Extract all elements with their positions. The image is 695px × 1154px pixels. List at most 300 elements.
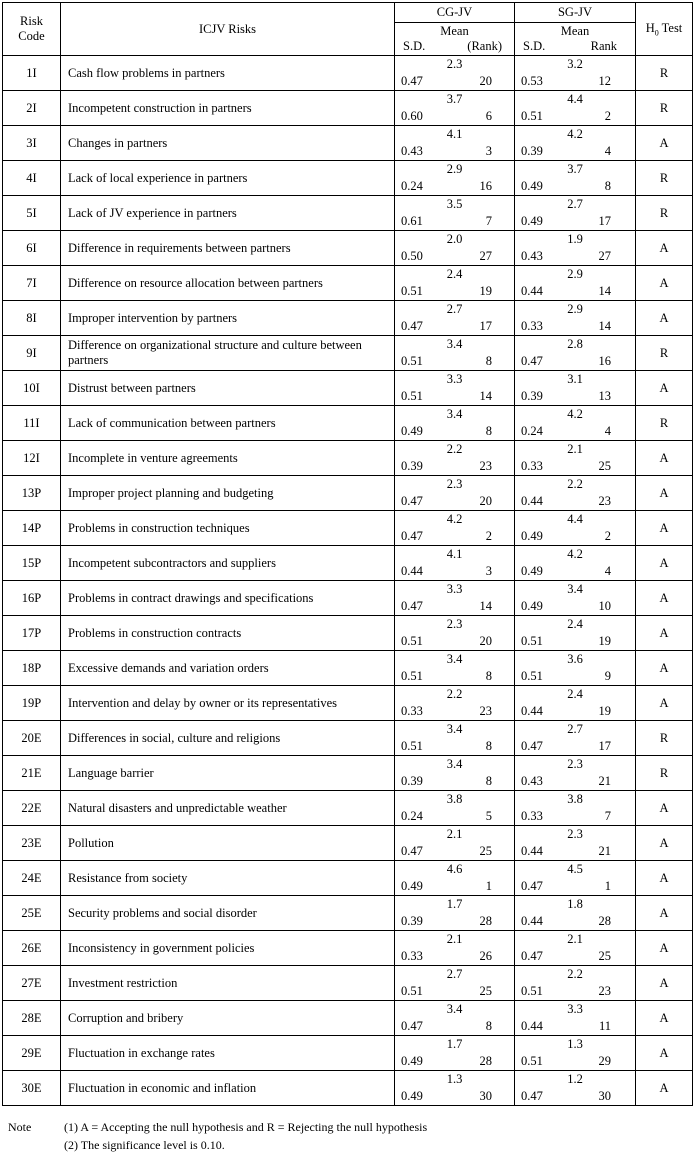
sg-mean: 1.9 [567,232,583,246]
cg-rank: 30 [479,1089,492,1103]
sg-rank: 12 [598,74,611,88]
table-row [3,826,693,861]
sg-jv-cell [515,651,636,686]
sg-sd: 0.47 [521,354,543,368]
note-label: Note [8,1120,32,1134]
cg-sd: 0.51 [401,389,423,403]
risk-code-cell: 21E [3,756,61,791]
cg-mean: 2.7 [446,967,463,981]
cg-sd: 0.51 [401,354,423,368]
sg-sd: 0.44 [521,844,543,858]
sg-sd: 0.44 [521,914,543,928]
cg-rank: 20 [479,634,492,648]
cg-jv-cell [395,966,515,1001]
sg-jv-cell [515,161,636,196]
sg-mean: 3.1 [567,372,583,386]
risk-code-cell: 24E [3,861,61,896]
risk-code-cell: 1I [3,56,61,91]
h0-test-cell: A [636,826,693,861]
risk-code-cell: 27E [3,966,61,1001]
risk-code-cell: 11I [3,406,61,441]
risk-name-cell: Difference in requirements between partners [61,231,395,266]
h0-test-cell: A [636,1001,693,1036]
risk-name-cell: Difference on resource allocation between partners [61,266,395,301]
sg-sd: 0.49 [521,179,543,193]
cg-rank: 20 [479,494,492,508]
risk-code-cell: 16P [3,581,61,616]
risk-name-cell: Lack of local experience in partners [61,161,395,196]
risk-name-cell: Lack of JV experience in partners [61,196,395,231]
table-row [3,336,693,371]
cg-rank: 14 [479,599,492,613]
table-row [3,511,693,546]
cg-mean: 1.3 [446,1072,463,1086]
sg-sd: 0.43 [521,774,543,788]
sg-rank: 25 [598,459,611,473]
table-row [3,266,693,301]
risk-code-cell: 5I [3,196,61,231]
table-row [3,371,693,406]
sg-rank: 7 [604,809,611,823]
cg-jv-cell [395,791,515,826]
sg-rank: 4 [604,424,611,438]
cg-rank: 8 [485,1019,492,1033]
sg-rank: 13 [598,389,611,403]
cg-mean: 2.3 [446,57,463,71]
table-row [3,791,693,826]
risk-code-cell: 4I [3,161,61,196]
table-row [3,301,693,336]
sg-jv-cell [515,476,636,511]
risk-name-cell: Improper intervention by partners [61,301,395,336]
cg-sd: 0.47 [401,494,423,508]
cg-jv-cell [395,406,515,441]
sg-rank: 11 [598,1019,611,1033]
sg-mean: 3.3 [567,1002,583,1016]
cg-rank: 5 [485,809,492,823]
risk-name-cell: Excessive demands and variation orders [61,651,395,686]
risk-code-cell: 20E [3,721,61,756]
cg-jv-cell [395,651,515,686]
cg-mean: 2.4 [446,267,463,281]
h0-test-cell: A [636,1036,693,1071]
sg-mean: 2.2 [567,967,583,981]
sg-rank: 1 [604,879,611,893]
cg-sd: 0.47 [401,529,423,543]
sg-sd: 0.51 [521,669,543,683]
cg-sd: 0.51 [401,284,423,298]
cg-jv-cell [395,441,515,476]
sg-sd: 0.51 [521,984,543,998]
sg-mean: 1.3 [567,1037,583,1051]
cg-jv-cell [395,511,515,546]
h0-test-cell: A [636,546,693,581]
table-row [3,686,693,721]
risk-name-cell: Problems in construction techniques [61,511,395,546]
sg-jv-cell [515,581,636,616]
sg-sd: 0.33 [521,809,543,823]
cg-sd: 0.47 [401,1019,423,1033]
table-row [3,616,693,651]
header-h0-main: H [645,20,655,35]
cg-mean: 1.7 [446,897,463,911]
h0-test-cell: R [636,406,693,441]
cg-mean: 2.9 [446,162,463,176]
cg-jv-cell [395,756,515,791]
h0-test-cell: A [636,371,693,406]
sg-sd: 0.47 [521,739,543,753]
h0-test-cell: A [636,1071,693,1106]
cg-sd: 0.61 [401,214,423,228]
header-risk-code [3,3,61,56]
sg-jv-cell [515,721,636,756]
cg-mean: 3.8 [446,792,463,806]
sg-sd: 0.47 [521,879,543,893]
risk-code-cell: 2I [3,91,61,126]
risk-code-cell: 13P [3,476,61,511]
cg-sd: 0.47 [401,599,423,613]
table-row [3,581,693,616]
sg-mean: 4.5 [567,862,583,876]
sg-rank: 2 [604,109,611,123]
sg-mean: 2.7 [567,197,583,211]
header-sg-stats [515,23,636,56]
sg-rank: 21 [598,774,611,788]
risk-code-cell: 19P [3,686,61,721]
cg-jv-cell [395,336,515,371]
table-row [3,546,693,581]
table-row [3,966,693,1001]
cg-sd: 0.51 [401,984,423,998]
sg-rank: 17 [598,214,611,228]
risk-name-cell: Incompetent construction in partners [61,91,395,126]
table-row [3,1071,693,1106]
h0-test-cell: A [636,791,693,826]
cg-jv-cell [395,721,515,756]
cg-jv-cell [395,126,515,161]
header-cg-jv: CG-JV [395,3,515,23]
h0-test-cell: A [636,266,693,301]
risk-code-cell: 9I [3,336,61,371]
cg-sd: 0.49 [401,879,423,893]
sg-sd: 0.24 [521,424,543,438]
sg-mean: 2.9 [567,302,583,316]
sg-jv-cell [515,336,636,371]
risk-name-cell: Lack of communication between partners [61,406,395,441]
header-sg-sd: S.D. [523,39,546,53]
cg-sd: 0.43 [401,144,423,158]
risk-name-cell: Corruption and bribery [61,1001,395,1036]
cg-rank: 8 [485,739,492,753]
table-row [3,231,693,266]
sg-sd: 0.47 [521,949,543,963]
cg-sd: 0.44 [401,564,423,578]
risk-code-cell: 18P [3,651,61,686]
cg-rank: 8 [485,354,492,368]
cg-mean: 4.1 [446,127,463,141]
risk-code-cell: 15P [3,546,61,581]
sg-rank: 4 [604,144,611,158]
cg-rank: 3 [485,144,492,158]
table-row [3,161,693,196]
sg-mean: 2.3 [567,827,583,841]
sg-mean: 1.8 [567,897,583,911]
sg-jv-cell [515,371,636,406]
risk-name-cell: Distrust between partners [61,371,395,406]
cg-rank: 7 [485,214,492,228]
table-row [3,56,693,91]
risk-code-cell: 23E [3,826,61,861]
sg-jv-cell [515,861,636,896]
sg-sd: 0.51 [521,109,543,123]
cg-mean: 2.2 [446,687,463,701]
cg-jv-cell [395,231,515,266]
cg-sd: 0.33 [401,704,423,718]
cg-jv-cell [395,161,515,196]
sg-mean: 2.8 [567,337,583,351]
cg-jv-cell [395,616,515,651]
cg-mean: 3.4 [446,722,463,736]
sg-jv-cell [515,301,636,336]
cg-sd: 0.49 [401,1089,423,1103]
cg-sd: 0.33 [401,949,423,963]
h0-test-cell: R [636,336,693,371]
sg-jv-cell [515,826,636,861]
sg-jv-cell [515,756,636,791]
cg-mean: 3.5 [446,197,463,211]
h0-test-cell: A [636,651,693,686]
sg-jv-cell [515,266,636,301]
sg-sd: 0.44 [521,1019,543,1033]
table-row [3,1036,693,1071]
cg-sd: 0.39 [401,459,423,473]
risk-code-cell: 6I [3,231,61,266]
sg-jv-cell [515,616,636,651]
sg-mean: 2.4 [567,687,583,701]
risk-code-cell: 3I [3,126,61,161]
cg-mean: 2.7 [446,302,463,316]
cg-jv-cell [395,266,515,301]
sg-jv-cell [515,406,636,441]
header-risk-code-line2: Code [18,29,45,43]
risk-name-cell: Changes in partners [61,126,395,161]
sg-rank: 10 [598,599,611,613]
risk-code-cell: 17P [3,616,61,651]
sg-jv-cell [515,126,636,161]
cg-sd: 0.60 [401,109,423,123]
cg-jv-cell [395,861,515,896]
sg-sd: 0.49 [521,599,543,613]
sg-sd: 0.49 [521,564,543,578]
sg-jv-cell [515,791,636,826]
sg-mean: 4.4 [567,92,583,106]
h0-test-cell: R [636,161,693,196]
header-cg-stats [395,23,515,56]
sg-mean: 3.2 [567,57,583,71]
sg-jv-cell [515,56,636,91]
sg-jv-cell [515,896,636,931]
sg-sd: 0.51 [521,1054,543,1068]
table-row [3,1001,693,1036]
cg-mean: 4.6 [446,862,463,876]
sg-jv-cell [515,1071,636,1106]
table-row [3,931,693,966]
sg-mean: 2.1 [567,442,583,456]
sg-rank: 27 [598,249,611,263]
sg-sd: 0.44 [521,494,543,508]
cg-rank: 26 [479,949,492,963]
sg-rank: 30 [598,1089,611,1103]
sg-mean: 1.2 [567,1072,583,1086]
sg-jv-cell [515,931,636,966]
sg-mean: 3.6 [567,652,583,666]
cg-jv-cell [395,91,515,126]
sg-rank: 19 [598,634,611,648]
sg-mean: 2.1 [567,932,583,946]
sg-jv-cell [515,686,636,721]
h0-test-cell: A [636,616,693,651]
header-sg-rank: Rank [590,39,617,53]
cg-sd: 0.47 [401,74,423,88]
h0-test-cell: A [636,931,693,966]
note-items [64,1118,427,1154]
cg-rank: 14 [479,389,492,403]
h0-test-cell: R [636,721,693,756]
sg-rank: 28 [598,914,611,928]
table-row [3,896,693,931]
risk-table [2,2,693,1106]
risk-code-cell: 26E [3,931,61,966]
risk-name-cell: Incomplete in venture agreements [61,441,395,476]
risk-name-cell: Natural disasters and unpredictable weather [61,791,395,826]
risk-code-cell: 12I [3,441,61,476]
risk-name-cell: Improper project planning and budgeting [61,476,395,511]
sg-mean: 4.2 [567,547,583,561]
cg-rank: 16 [479,179,492,193]
risk-name-cell: Pollution [61,826,395,861]
cg-rank: 20 [479,74,492,88]
note-item: (2) The significance level is 0.10. [64,1138,225,1152]
table-row [3,126,693,161]
h0-test-cell: A [636,511,693,546]
cg-mean: 3.4 [446,407,463,421]
sg-mean: 2.9 [567,267,583,281]
header-row-top [3,3,693,23]
cg-mean: 2.1 [446,932,463,946]
header-cg-mean: Mean [440,24,469,38]
sg-rank: 23 [598,984,611,998]
sg-jv-cell [515,511,636,546]
sg-sd: 0.33 [521,459,543,473]
h0-test-cell: R [636,91,693,126]
risk-name-cell: Security problems and social disorder [61,896,395,931]
risk-name-cell: Language barrier [61,756,395,791]
sg-mean: 4.2 [567,127,583,141]
h0-test-cell: R [636,196,693,231]
sg-mean: 4.2 [567,407,583,421]
cg-sd: 0.39 [401,914,423,928]
table-row [3,756,693,791]
risk-name-cell: Resistance from society [61,861,395,896]
risk-name-cell: Fluctuation in economic and inflation [61,1071,395,1106]
cg-mean: 2.0 [446,232,463,246]
cg-jv-cell [395,56,515,91]
cg-rank: 1 [485,879,492,893]
cg-jv-cell [395,826,515,861]
cg-mean: 3.4 [446,1002,463,1016]
sg-rank: 14 [598,319,611,333]
sg-sd: 0.33 [521,319,543,333]
sg-jv-cell [515,546,636,581]
cg-rank: 6 [485,109,492,123]
cg-sd: 0.24 [401,179,423,193]
cg-sd: 0.39 [401,774,423,788]
risk-name-cell: Inconsistency in government policies [61,931,395,966]
cg-rank: 25 [479,844,492,858]
cg-jv-cell [395,196,515,231]
table-row [3,406,693,441]
table-row [3,721,693,756]
sg-sd: 0.49 [521,214,543,228]
risk-code-cell: 14P [3,511,61,546]
sg-rank: 9 [604,669,611,683]
cg-jv-cell [395,931,515,966]
cg-mean: 4.1 [446,547,463,561]
header-cg-sd: S.D. [403,39,426,53]
header-risk-code-line1: Risk [20,14,43,28]
h0-test-cell: A [636,231,693,266]
risk-name-cell: Problems in contract drawings and specifications [61,581,395,616]
cg-jv-cell [395,581,515,616]
cg-mean: 2.3 [446,477,463,491]
cg-sd: 0.49 [401,424,423,438]
risk-name-cell: Fluctuation in exchange rates [61,1036,395,1071]
table-row [3,476,693,511]
cg-mean: 2.3 [446,617,463,631]
cg-sd: 0.51 [401,634,423,648]
sg-sd: 0.53 [521,74,543,88]
cg-sd: 0.51 [401,669,423,683]
risk-code-cell: 25E [3,896,61,931]
table-row [3,861,693,896]
risk-name-cell: Problems in construction contracts [61,616,395,651]
sg-jv-cell [515,966,636,1001]
cg-sd: 0.50 [401,249,423,263]
sg-jv-cell [515,1001,636,1036]
cg-sd: 0.47 [401,844,423,858]
cg-rank: 3 [485,564,492,578]
cg-jv-cell [395,371,515,406]
table-row [3,196,693,231]
risk-name-cell: Differences in social, culture and religions [61,721,395,756]
table-row [3,441,693,476]
cg-mean: 3.4 [446,757,463,771]
cg-rank: 2 [485,529,492,543]
sg-rank: 29 [598,1054,611,1068]
table-row [3,651,693,686]
cg-rank: 23 [479,704,492,718]
h0-test-cell: R [636,756,693,791]
h0-test-cell: A [636,861,693,896]
risk-code-cell: 28E [3,1001,61,1036]
cg-mean: 4.2 [446,512,463,526]
h0-test-cell: A [636,581,693,616]
sg-rank: 19 [598,704,611,718]
header-icjv-risks: ICJV Risks [61,3,395,56]
sg-mean: 4.4 [567,512,583,526]
sg-mean: 3.4 [567,582,583,596]
sg-sd: 0.51 [521,634,543,648]
